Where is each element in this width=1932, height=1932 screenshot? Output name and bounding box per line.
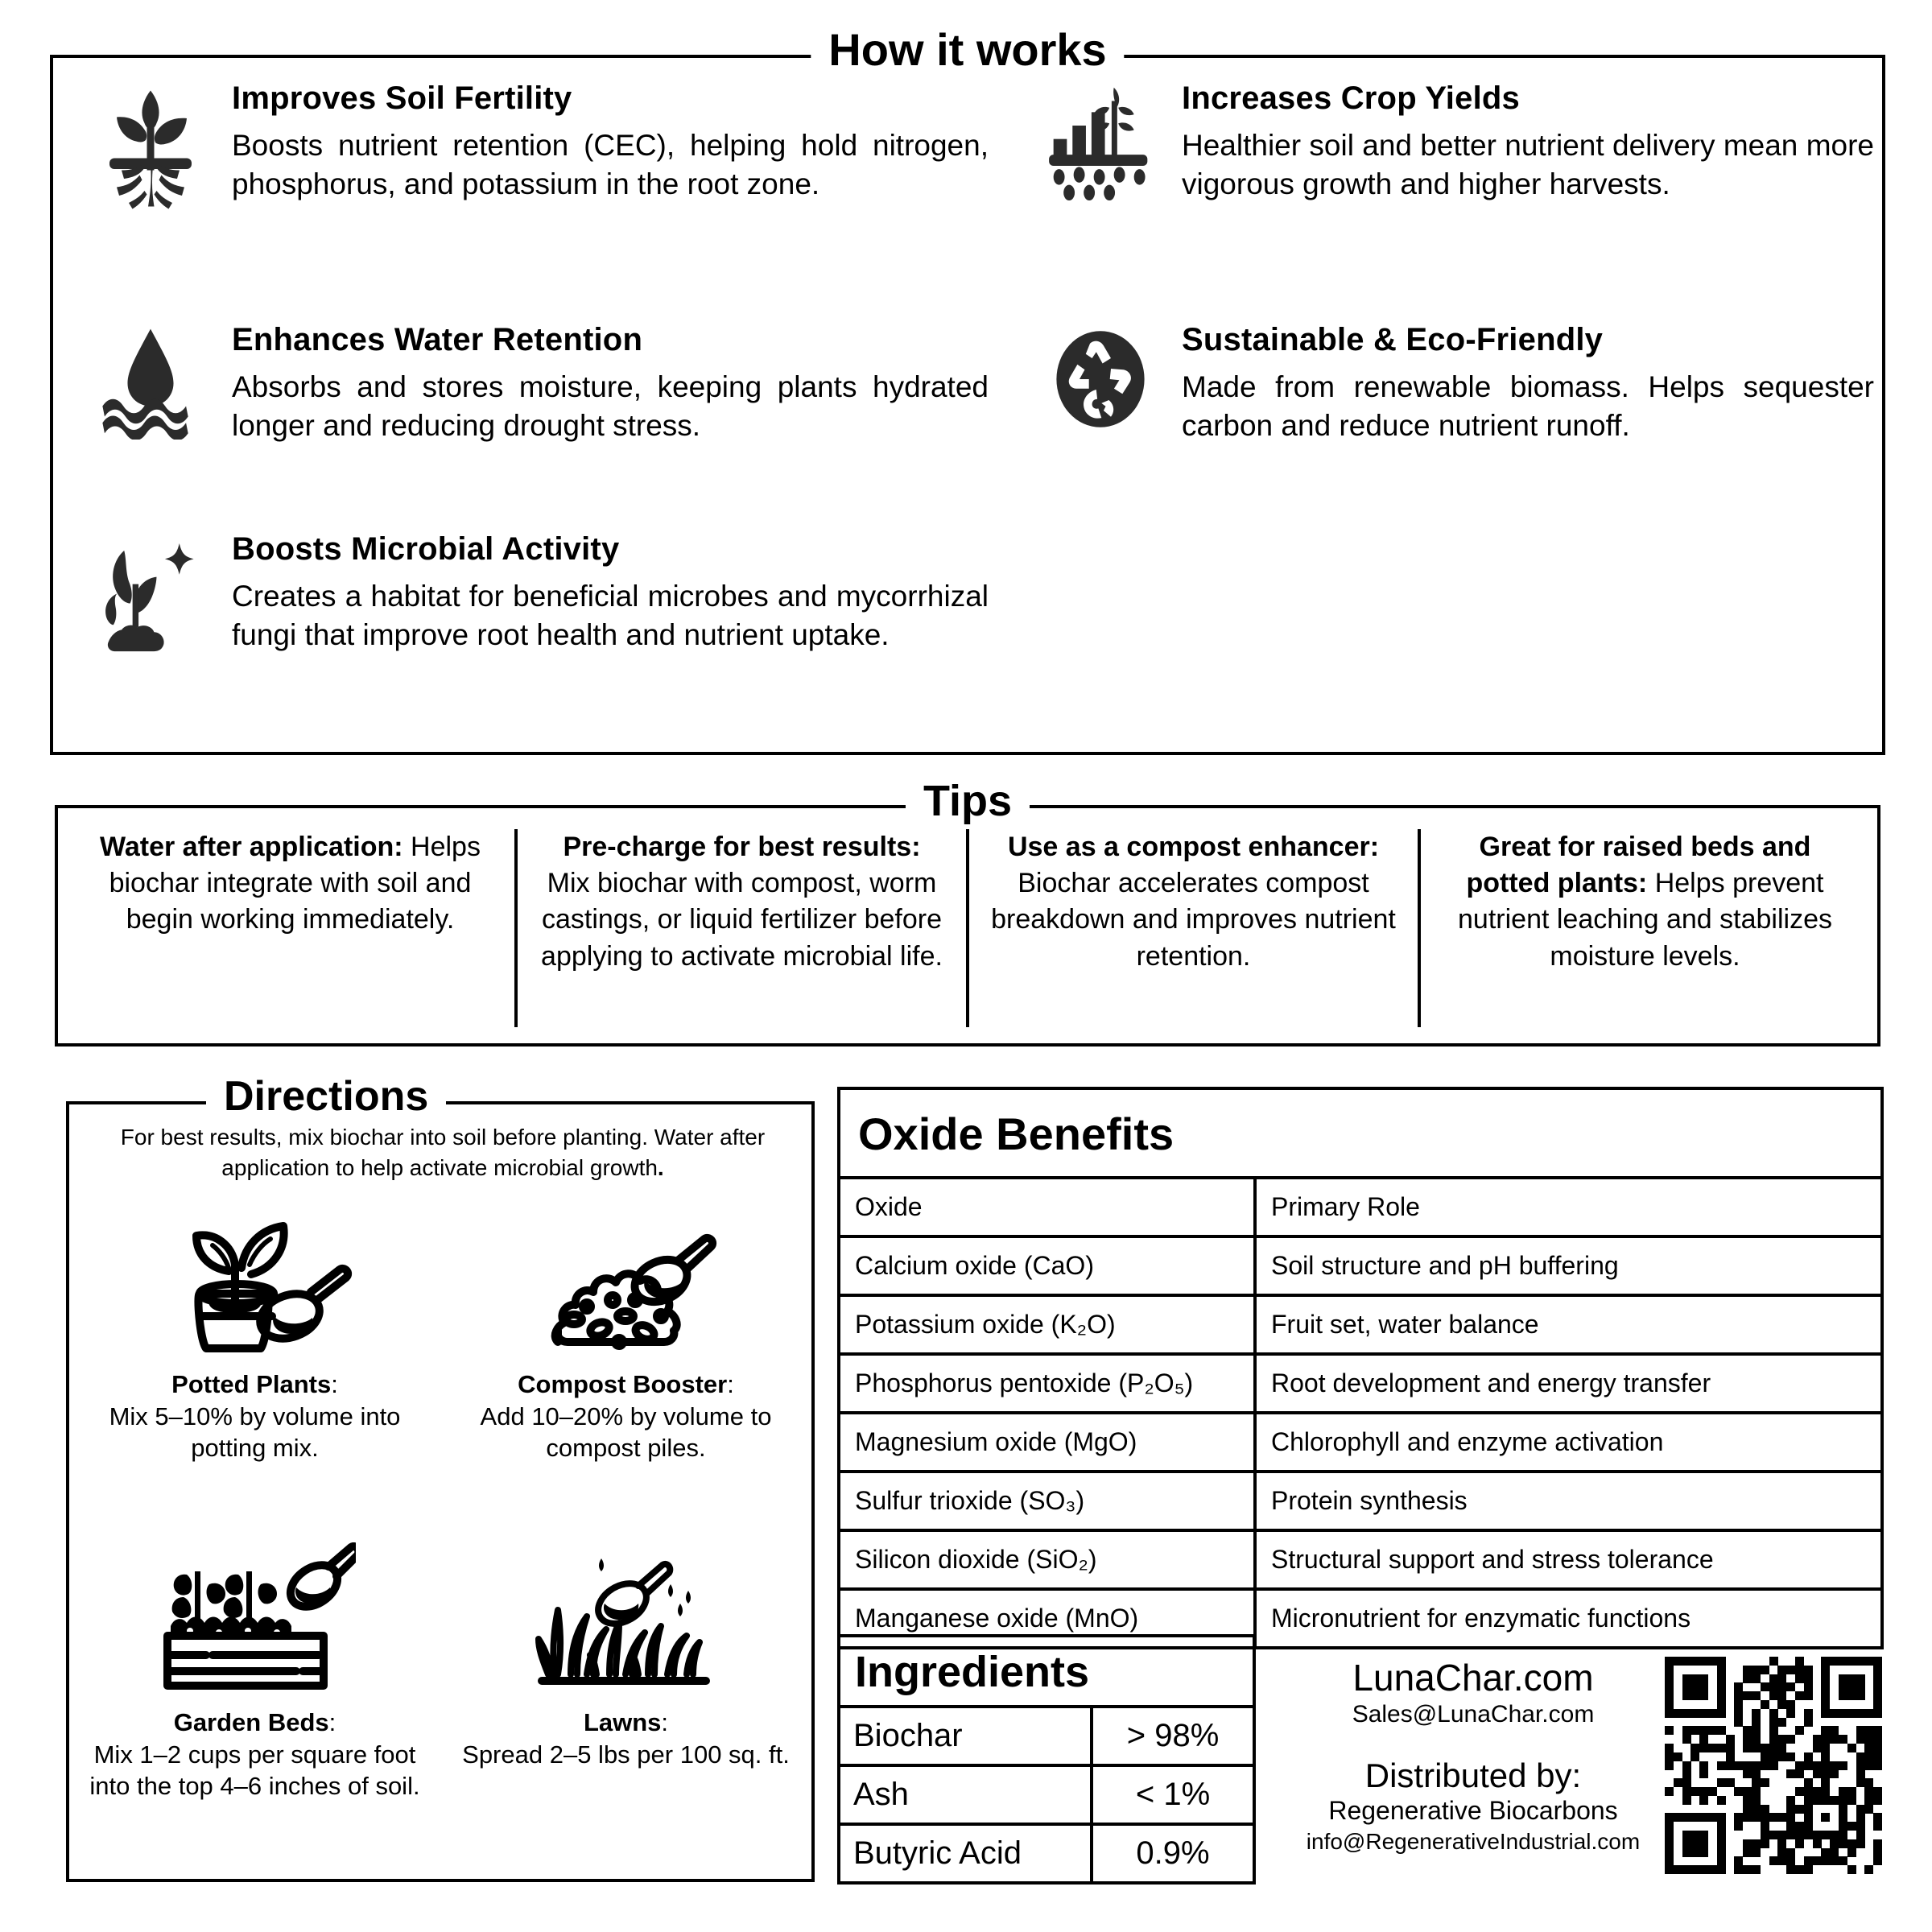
recycle-globe-icon	[1040, 322, 1161, 531]
directions-intro	[64, 1122, 821, 1183]
direction-rest: : Mix 5–10% by volume into potting mix.	[109, 1370, 401, 1463]
feature-title: Sustainable & Eco-Friendly	[1182, 322, 1604, 357]
oxide-name: Manganese oxide (MnO)	[840, 1589, 1255, 1646]
website-link[interactable]: LunaChar.com	[1352, 1657, 1594, 1699]
how-it-works-section	[50, 24, 1885, 755]
feature-body: Made from renewable biomass. Helps sequester carbon and reduce nutrient runoff.	[1182, 370, 1874, 443]
table-row	[840, 1236, 1880, 1295]
distributed-by-label: Distributed by:	[1364, 1756, 1582, 1794]
ingredient-name: Biochar	[840, 1707, 1092, 1765]
oxide-role: Protein synthesis	[1255, 1472, 1880, 1530]
directions-section	[66, 1073, 815, 1882]
crop-yield-chart-icon	[1040, 80, 1161, 322]
direction-lead: Potted Plants	[171, 1370, 332, 1398]
oxide-name: Calcium oxide (CaO)	[840, 1236, 1255, 1295]
feature-title: Improves Soil Fertility	[232, 80, 572, 116]
tip-lead: Use as a compost enhancer:	[1007, 832, 1380, 862]
oxide-role: Micronutrient for enzymatic functions	[1255, 1589, 1880, 1646]
feature-sustainable-eco-friendly	[1003, 322, 1889, 531]
ingredient-name: Butyric Acid	[840, 1824, 1092, 1881]
direction-lawns	[440, 1530, 811, 1868]
feature-body: Absorbs and stores moisture, keeping plants hydrated longer and reducing drought stress.	[232, 370, 989, 443]
water-drop-icon	[90, 322, 211, 531]
raised-garden-bed-icon	[155, 1534, 356, 1703]
direction-caption	[80, 1707, 429, 1802]
table-row	[840, 1413, 1880, 1472]
tip-item	[966, 829, 1418, 1027]
oxide-name: Sulfur trioxide (SO₃)	[840, 1472, 1255, 1530]
feature-body: Healthier soil and better nutrient delivery mean more vigorous growth and higher harvests.	[1182, 129, 1874, 201]
direction-potted-plants	[69, 1191, 440, 1530]
qr-code[interactable]	[1665, 1657, 1882, 1874]
direction-caption	[80, 1368, 429, 1464]
table-row	[840, 1472, 1880, 1530]
direction-lead: Lawns	[583, 1708, 662, 1736]
directions-legend: Directions	[206, 1075, 446, 1117]
direction-rest: : Mix 1–2 cups per square foot into the top 4–6 inches of soil.	[89, 1708, 420, 1801]
oxide-role: Chlorophyll and enzyme activation	[1255, 1413, 1880, 1472]
feature-body: Boosts nutrient retention (CEC), helping hold nitrogen, phosphorus, and potassium in the root zone.	[232, 129, 989, 201]
direction-compost-booster	[440, 1191, 811, 1530]
direction-rest: : Add 10–20% by volume to compost piles.	[480, 1370, 772, 1463]
table-row	[840, 1530, 1880, 1589]
oxide-benefits-table-section	[837, 1087, 1884, 1649]
table-row	[840, 1295, 1880, 1354]
ingredient-value: > 98%	[1092, 1707, 1253, 1765]
ingredient-name: Ash	[840, 1765, 1092, 1824]
directions-intro-text: For best results, mix biochar into soil before planting. Water after application to help activate microbial growth	[120, 1125, 766, 1180]
distributor-email-link[interactable]: info@RegenerativeIndustrial.com	[1306, 1828, 1641, 1854]
tip-lead: Great for raised beds and potted plants:	[1466, 832, 1811, 899]
compost-pile-scoop-icon	[526, 1196, 727, 1365]
direction-lead: Garden Beds	[173, 1708, 329, 1736]
feature-boosts-microbial-activity	[53, 531, 1003, 773]
tip-rest: Helps biochar integrate with soil and begin working immediately.	[109, 832, 481, 935]
lawn-grass-scoop-icon	[526, 1534, 727, 1703]
direction-rest: : Spread 2–5 lbs per 100 sq. ft.	[462, 1708, 790, 1769]
how-it-works-legend: How it works	[811, 27, 1124, 72]
plant-roots-icon	[90, 80, 211, 322]
potted-plant-scoop-icon	[155, 1196, 356, 1365]
tip-rest: Biochar accelerates compost breakdown and improves nutrient retention.	[991, 868, 1396, 972]
feature-improves-soil-fertility	[53, 80, 1003, 322]
feature-title: Enhances Water Retention	[232, 322, 643, 357]
ingredients-section	[837, 1634, 1256, 1885]
directions-intro-period: .	[657, 1154, 664, 1180]
table-row	[840, 1824, 1253, 1881]
oxide-role: Structural support and stress tolerance	[1255, 1530, 1880, 1589]
oxide-name: Phosphorus pentoxide (P₂O₅)	[840, 1354, 1255, 1413]
distributor-name: Regenerative Biocarbons	[1328, 1795, 1618, 1825]
direction-caption	[452, 1368, 800, 1464]
sales-email-link[interactable]: Sales@LunaChar.com	[1352, 1700, 1595, 1728]
sprout-sparkle-icon	[90, 531, 211, 773]
table-row	[840, 1707, 1253, 1765]
tip-rest: Mix biochar with compost, worm castings, or liquid fertilizer before applying to activate microbial life.	[541, 868, 943, 972]
ingredient-value: 0.9%	[1092, 1824, 1253, 1881]
tip-item	[514, 829, 966, 1027]
oxide-name: Magnesium oxide (MgO)	[840, 1413, 1255, 1472]
tip-rest: Helps prevent nutrient leaching and stabilizes moisture levels.	[1458, 868, 1832, 972]
tips-section	[55, 777, 1880, 1046]
direction-caption	[462, 1707, 790, 1770]
oxide-benefits-table	[840, 1176, 1880, 1646]
direction-garden-beds	[69, 1530, 440, 1868]
ingredient-value: < 1%	[1092, 1765, 1253, 1824]
oxide-benefits-title: Oxide Benefits	[858, 1108, 1174, 1159]
feature-body: Creates a habitat for beneficial microbes and mycorrhizal fungi that improve root health and nutrient uptake.	[232, 580, 989, 652]
direction-lead: Compost Booster	[518, 1370, 728, 1398]
ingredients-table	[840, 1705, 1253, 1881]
oxide-role: Fruit set, water balance	[1255, 1295, 1880, 1354]
oxide-role: Root development and energy transfer	[1255, 1354, 1880, 1413]
oxide-name: Potassium oxide (K₂O)	[840, 1295, 1255, 1354]
table-row	[840, 1765, 1253, 1824]
table-header-row	[840, 1178, 1880, 1236]
feature-enhances-water-retention	[53, 322, 1003, 531]
tip-item	[1418, 829, 1869, 1027]
table-row	[840, 1354, 1880, 1413]
tip-lead: Pre-charge for best results:	[563, 832, 921, 862]
ingredients-title: Ingredients	[855, 1648, 1090, 1696]
contact-block	[1288, 1658, 1658, 1856]
feature-title: Increases Crop Yields	[1182, 80, 1520, 116]
tips-legend: Tips	[906, 779, 1030, 823]
column-header-primary-role: Primary Role	[1255, 1178, 1880, 1236]
column-header-oxide: Oxide	[840, 1178, 1255, 1236]
tip-item	[66, 829, 514, 1027]
tip-lead: Water after application:	[100, 832, 403, 862]
oxide-name: Silicon dioxide (SiO₂)	[840, 1530, 1255, 1589]
oxide-role: Soil structure and pH buffering	[1255, 1236, 1880, 1295]
feature-title: Boosts Microbial Activity	[232, 531, 620, 567]
feature-increases-crop-yields	[1003, 80, 1889, 322]
